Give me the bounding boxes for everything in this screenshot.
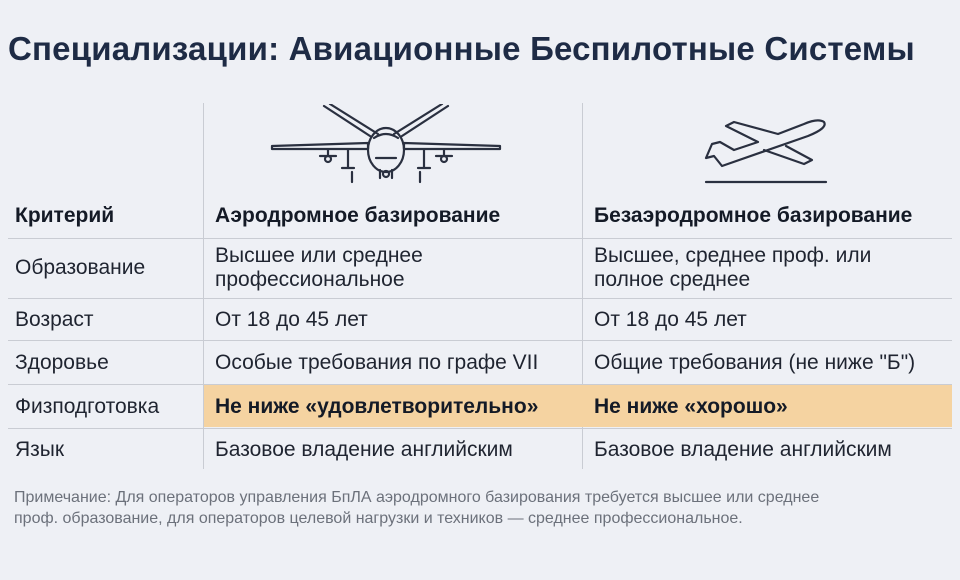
drone-icon	[268, 104, 504, 186]
row-fitness-criterion: Физподготовка	[15, 395, 160, 418]
row-language-non-aerodrome: Базовое владение английским	[594, 438, 892, 461]
header-non-aerodrome: Безаэродромное базирование	[594, 204, 913, 227]
row-divider	[8, 298, 952, 299]
row-fitness-non-aerodrome: Не ниже «хорошо»	[594, 395, 788, 418]
row-health-aerodrome: Особые требования по графе VII	[215, 351, 539, 374]
row-divider	[8, 428, 952, 429]
header-criterion: Критерий	[15, 204, 115, 227]
footnote	[14, 487, 949, 529]
row-age-aerodrome: От 18 до 45 лет	[215, 308, 368, 331]
row-education-aerodrome-line1: Высшее или среднее	[215, 244, 423, 267]
row-education-non-aerodrome-line1: Высшее, среднее проф. или	[594, 244, 872, 267]
row-age-criterion: Возраст	[15, 308, 94, 331]
row-language-criterion: Язык	[15, 438, 65, 461]
row-language-aerodrome: Базовое владение английским	[215, 438, 513, 461]
footnote-line-1: Примечание: Для операторов управления БпЛА аэродромного базирования требуется высшее или среднее	[14, 489, 820, 506]
row-health-non-aerodrome: Общие требования (не ниже "Б")	[594, 351, 916, 374]
row-education-non-aerodrome-line2: полное среднее	[594, 268, 751, 291]
row-fitness-aerodrome: Не ниже «удовлетворительно»	[215, 395, 539, 418]
row-divider	[8, 340, 952, 341]
airplane-takeoff-icon	[700, 116, 832, 184]
header-aerodrome: Аэродромное базирование	[215, 204, 501, 227]
row-divider	[8, 238, 952, 239]
footnote-line-2: проф. образование, для операторов целевой нагрузки и техников — среднее профессиональное.	[14, 510, 743, 527]
page-title: Специализации: Авиационные Беспилотные Системы	[8, 30, 915, 67]
row-age-non-aerodrome: От 18 до 45 лет	[594, 308, 747, 331]
row-education-aerodrome-line2: профессиональное	[215, 268, 405, 291]
row-education-criterion: Образование	[15, 256, 146, 279]
row-health-criterion: Здоровье	[15, 351, 109, 374]
